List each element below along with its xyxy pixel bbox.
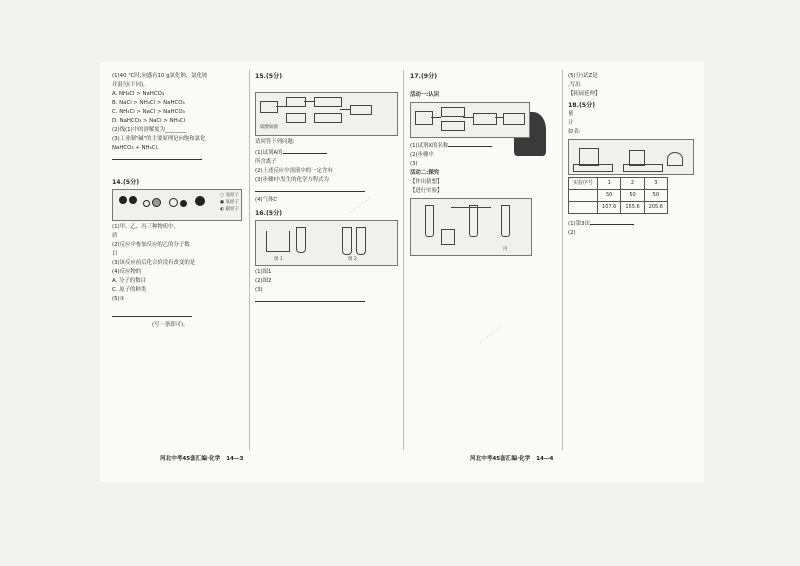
section-title: 活动一:认识: [410, 92, 440, 98]
question-18: 18.(5分): [568, 102, 596, 109]
table-cell: 50: [644, 190, 667, 202]
column-4: [568, 72, 698, 238]
column-divider: [249, 70, 250, 450]
answer-blank: [112, 153, 242, 164]
column-divider: [562, 70, 563, 450]
section-title: 活动二:探究: [410, 170, 440, 176]
text-line: (1)甲、乙、丙三种物质中,: [112, 224, 176, 230]
process-diagram: [410, 102, 530, 138]
footer-title: 河北中考45套汇编·化学: [160, 456, 221, 462]
text-line: (4)反应物的: [112, 269, 142, 275]
table-header-cell: 3: [644, 178, 667, 190]
option-a: A. 分子的数目: [112, 278, 146, 284]
exam-sheet: [100, 62, 704, 482]
footer-page-number: 14—3: [226, 456, 244, 462]
figure-caption: 图 1: [274, 257, 283, 262]
option-c: C. NH₄Cl > NaCl > NaHCO₃: [112, 109, 185, 115]
molecule-diagram: [112, 189, 242, 221]
text-line: 如表:: [568, 129, 581, 135]
footer-title: 河北中考45套汇编·化学: [470, 456, 531, 462]
flowchart-diagram: [255, 92, 398, 136]
balance-diagram: [568, 139, 694, 175]
text-line: 计: [568, 120, 574, 126]
option-c: C. 原子的种类: [112, 287, 147, 293]
text-line: (1)试剂X的名称: [410, 140, 558, 151]
column-2: [255, 72, 398, 306]
page-footer-left: [160, 454, 243, 462]
text-line: 目: [112, 251, 118, 257]
text-line: (3): [255, 287, 263, 293]
page-footer-right: [470, 454, 553, 462]
apparatus-diagram: [255, 220, 398, 266]
text-line: 并混匀(下同),: [112, 82, 145, 88]
text-line: 质: [112, 233, 118, 239]
column-divider: [403, 70, 404, 450]
data-table: [568, 177, 668, 214]
table-cell: 50: [598, 190, 621, 202]
table-cell: 205.6: [644, 202, 667, 214]
table-cell: [569, 190, 598, 202]
text-line: (2)步骤中: [410, 152, 434, 158]
text-line: 【进行实验】: [410, 188, 443, 194]
table-row: [569, 190, 668, 202]
text-line: (2)反应中参加反应的乙的分子数: [112, 242, 190, 248]
text-line: (2)线(1)中的溶解度为________: [112, 127, 187, 133]
legend-item: ◐ 碳原子: [220, 207, 239, 212]
molecule-icon: [143, 200, 150, 207]
text-line: (1)试剂A的: [255, 147, 398, 158]
table-header-cell: 实验序号: [569, 178, 598, 190]
molecule-icon: [129, 196, 137, 204]
text-line: (1)第3次: [568, 218, 698, 229]
text-line: (3)工业制"碱"的主要原理是向饱和氯化: [112, 136, 206, 142]
text-line: (3)该反应前后化合价没有改变的是: [112, 260, 196, 266]
table-cell: [569, 202, 598, 214]
text-line: 量: [568, 111, 574, 117]
text-line: NaHCO₃ + NH₄Cl,: [112, 145, 159, 151]
table-cell: 107.6: [598, 202, 621, 214]
text-line: (2)上述反应中溶液中的一定含有: [255, 168, 333, 174]
molecule-icon: [180, 200, 187, 207]
text-line: (1)40 ℃时,向盛有10 g氯化钠、氯化铵: [112, 73, 208, 79]
text-line: 【拓展延伸】: [568, 91, 601, 97]
experiment-apparatus: [410, 198, 532, 256]
option-a: A. NH₄Cl > NaHCO₃: [112, 91, 165, 97]
table-header-cell: 1: [598, 178, 621, 190]
watermark: · · · · · · ·: [348, 195, 373, 216]
column-3: [410, 72, 558, 258]
table-header-cell: 2: [621, 178, 644, 190]
text-line: (3): [410, 161, 418, 167]
text-line: ,写出: [568, 82, 581, 88]
text-line: (写一条即可)。: [152, 322, 189, 328]
answer-blank: [112, 310, 242, 321]
text-line: 所含离子: [255, 159, 277, 165]
footer-page-number: 14—4: [536, 456, 554, 462]
table-cell: 50: [621, 190, 644, 202]
answer-blank: [255, 185, 398, 196]
text-line: (2): [568, 230, 576, 236]
question-14: 14.(5分): [112, 179, 140, 186]
text-line: (5)分)试Z是: [568, 73, 598, 79]
table-header-row: [569, 178, 668, 190]
table-row: [569, 202, 668, 214]
question-15: 15.(5分): [255, 73, 283, 80]
molecule-icon: [119, 196, 127, 204]
figure-caption: 图 2: [348, 257, 357, 262]
text-line: (5)①: [112, 296, 125, 302]
table-cell: 155.6: [621, 202, 644, 214]
molecule-icon: [195, 196, 205, 206]
diagram-label: 硫酸铜液: [260, 125, 278, 130]
option-d: D. NaHCO₃ > NaCl > NH₄Cl: [112, 118, 186, 124]
text-line: 【作出猜想】: [410, 179, 443, 185]
text-line: 请回答下列问题:: [255, 139, 295, 145]
text-line: (4)气体C: [255, 197, 278, 203]
figure-caption: 丙: [503, 247, 508, 252]
text-line: (3)步骤I中发生的化学方程式为: [255, 177, 329, 183]
column-1: [112, 72, 242, 330]
legend-item: ○ 氢原子: [220, 193, 239, 198]
question-16: 16.(5分): [255, 210, 283, 217]
molecule-icon: [169, 198, 178, 207]
legend-item: ● 氧原子: [220, 200, 239, 205]
text-line: (2)图2: [255, 278, 272, 284]
option-b: B. NaCl > NH₄Cl > NaHCO₃: [112, 100, 185, 106]
watermark: · · · · · · ·: [478, 325, 503, 346]
molecule-icon: [152, 198, 161, 207]
answer-blank: [255, 295, 398, 306]
question-17: 17.(9分): [410, 73, 438, 80]
text-line: (1)图1: [255, 269, 272, 275]
